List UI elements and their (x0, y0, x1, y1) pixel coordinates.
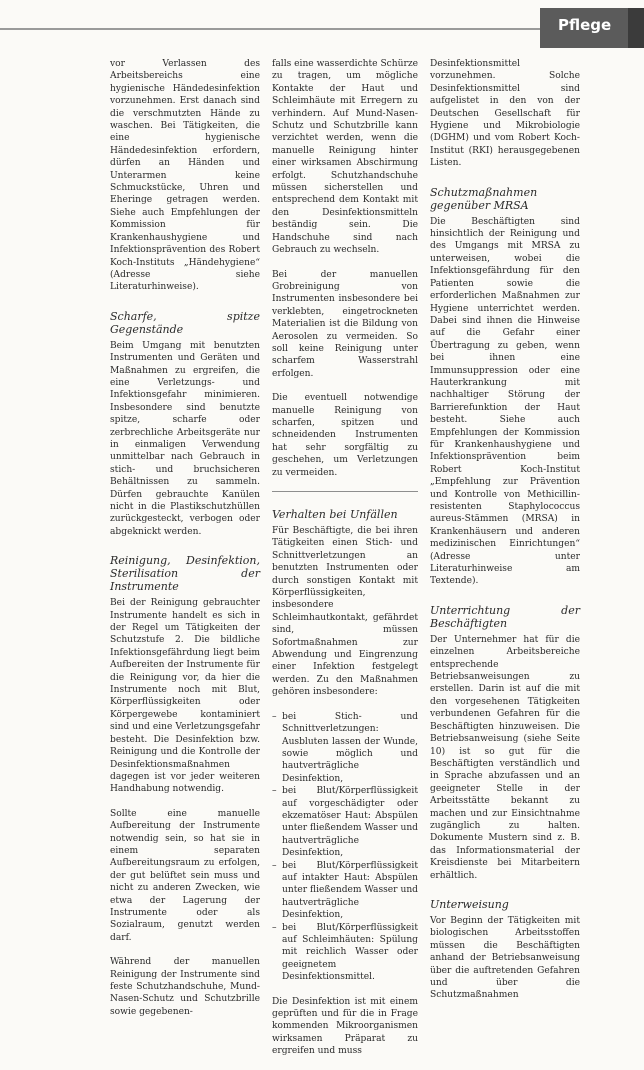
list-item: – bei Blut/Körperflüssigkeit auf intakter Haut: Abspülen unter fließendem Wasser und hautverträgliche Desinfektion, (272, 860, 418, 922)
paragraph: Während der manuellen Reinigung der Instrumente sind feste Schutzhandschuhe, Mund-Nasen-Schutz und Schutzbrille sowie gegebenen- (110, 957, 260, 1017)
subheading: Unterrichtung der Beschäftigten (430, 603, 580, 630)
measures-list (272, 711, 418, 984)
list-item: – bei Blut/Körperflüssigkeit auf vorgeschädigter oder ekzematöser Haut: Abspülen unter fließendem Wasser und hautverträgliche Desinfektion, (272, 785, 418, 859)
paragraph: Sollte eine manuelle Aufbereitung der Instrumente notwendig sein, so hat sie in einem separaten Aufbereitungsraum zu erfolgen, der gut belüftet sein muss und nicht zu anderen Zwecken, wie etwa der Lagerung der Instrumente oder als Sozialraum, genutzt werden darf. (110, 808, 260, 943)
column-2 (272, 58, 418, 1070)
subheading: Unterweisung (430, 897, 509, 911)
paragraph: vor Verlassen des Arbeitsbereichs eine hygienische Händedesinfektion vorzunehmen. Erst danach sind die verschmutzten Hände zu waschen. Bei Tätigkeiten, die eine hygienische Händedesinfektion erfordern, dürfen an Händen und Unterarmen keine Schmuckstücke, Uhren und Eheringe getragen werden. Siehe auch Empfehlungen der Kommission für Krankenhaushygiene und Infektionsprävention des Robert Koch-Instituts „Händehygiene“ (Adresse siehe Literaturhinweise). (110, 59, 260, 293)
paragraph: Die eventuell notwendige manuelle Reinigung von scharfen, spitzen und schneidenden Instrumenten hat sehr sorgfältig zu geschehen, um Verletzungen zu vermeiden. (272, 393, 418, 478)
list-item: – bei Stich- und Schnittverletzungen: Ausbluten lassen der Wunde, sowie möglich und hautverträgliche Desinfektion, (272, 711, 418, 785)
divider (272, 491, 418, 492)
subheading: Verhalten bei Unfällen (272, 508, 398, 521)
paragraph: Die Desinfektion ist mit einem geprüften und für die in Frage kommenden Mikroorganismen wirksamen Präparat zu ergreifen und muss (272, 996, 418, 1057)
list-item: – bei Blut/Körperflüssigkeit auf Schleimhäuten: Spülung mit reichlich Wasser oder geeignetem Desinfektionsmittel. (272, 922, 418, 984)
tab-edge (628, 8, 644, 48)
column-1 (110, 58, 260, 1030)
paragraph: falls eine wasserdichte Schürze zu tragen, um mögliche Kontakte der Haut und Schleimhäute mit Erregern zu verhindern. Auf Mund-Nasen-Schutz und Schutzbrille kann verzichtet werden, wenn die manuelle Reinigung hinter einer wirksamen Abschirmung erfolgt. Schutzhandschuhe müssen sicherstellen und entsprechend dem Kontakt mit den Desinfektionsmitteln beständig sein. Die Handschuhe sind nach Gebrauch zu wechseln. (272, 59, 419, 256)
paragraph: Beim Umgang mit benutzten Instrumenten und Geräten und Maßnahmen zu ergreifen, die eine Verletzungs- und Infektionsgefahr minimieren. Insbesondere sind benutzte spitze, scharfe oder zerbrechliche Arbeitsgeräte nur in einmaligen Verwendung unmittelbar nach Gebrauch in stich- und bruchsicheren Behältnissen zu sammeln. Dürfen gebrauchte Kanülen nicht in die Plastikschutzhüllen zurückgesteckt, verbogen oder abgeknickt werden. (110, 340, 260, 537)
header-rule (0, 28, 540, 30)
section-tab (540, 8, 644, 48)
paragraph: Bei der Reinigung gebrauchter Instrumente handelt es sich in der Regel um Tätigkeiten der Schutzstufe 2. Die bildliche Infektionsgefährdung liegt beim Aufbereiten der Instrumente für die Reinigung vor, da hier die Instrumente noch mit Blut, Körperflüssigkeiten oder Körpergewebe kontaminiert sind und eine Verletzungsgefahr besteht. Die Desinfektion bzw. Reinigung und die Kontrolle der Desinfektionsmaßnahmen dagegen ist vor jeder weiteren Handhabung notwendig. (110, 598, 260, 795)
paragraph: Für Beschäftigte, die bei ihren Tätigkeiten einen Stich- und Schnittverletzungen an benutzten Instrumenten oder durch sonstigen Kontakt mit Körperflüssigkeiten, insbesondere Schleimhautkontakt, gefährdet sind, müssen Sofortmaßnahmen zur Abwendung und Eingrenzung einer Infektion festgelegt werden. Zu den Maßnahmen gehören insbesondere: (272, 526, 418, 698)
section-title: Pflege (558, 16, 612, 34)
subheading: Scharfe, spitze Gegenstände (110, 309, 260, 336)
paragraph: Desinfektionsmittel vorzunehmen. Solche Desinfektionsmittel sind aufgelistet in den von der Deutschen Gesellschaft für Hygiene und Mikrobiologie (DGHM) und vom Robert Koch-Institut (RKI) herausgegebenen Listen. (430, 59, 580, 169)
paragraph: Der Unternehmer hat für die einzelnen Arbeitsbereiche entsprechende Betriebsanweisungen zu erstellen. Darin ist auf die mit den vorgesehenen Tätigkeiten verbundenen Gefahren für die Beschäftigten hinzuweisen. Die Betriebsanweisung (siehe Seite 10) ist so gut für die Beschäftigten verständlich und in Sprache abzufassen und an geeigneter Stelle in der Arbeitsstätte bekannt zu machen und zur Einsichtnahme zugänglich zu halten. Dokumente Mustern sind z. B. das Informationsmaterial der Kreisdienste bei Mitarbeitern erhältlich. (430, 634, 580, 881)
column-3 (430, 58, 580, 1014)
paragraph: Die Beschäftigten sind hinsichtlich der Reinigung und des Umgangs mit MRSA zu unterweisen, wobei die Infektionsgefährdung für den Patienten sowie die erforderlichen Maßnahmen zur Hygiene unterrichtet werden. Dabei sind ihnen die Hinweise auf die Gefahr einer Übertragung zu geben, wenn bei ihnen eine Immunsuppression oder eine Hauterkrankung mit nachhaltiger Störung der Barrierefunktion der Haut besteht. Siehe auch Empfehlungen der Kommission für Krankenhaushygiene und Infektionsprävention beim Robert Koch-Institut „Empfehlung zur Prävention und Kontrolle von Methicillin-resistenten Staphylococcus aureus-Stämmen (MRSA) in Krankenhäusern und anderen medizinischen Einrichtungen“ (Adresse unter Literaturhinweise am Textende). (430, 216, 580, 587)
subheading: Schutzmaßnahmen gegenüber MRSA (430, 185, 538, 212)
paragraph: Bei der manuellen Grobreinigung von Instrumenten insbesondere bei verklebten, eingetrockneten Materialien ist die Bildung von Aerosolen zu vermeiden. So soll keine Reinigung unter scharfem Wasserstrahl erfolgen. (272, 269, 418, 379)
subheading: Reinigung, Desinfektion, Sterilisation der Instrumente (110, 554, 260, 594)
paragraph: Vor Beginn der Tätigkeiten mit biologischen Arbeitsstoffen müssen die Beschäftigten anhand der Betriebsanweisung über die auftretenden Gefahren und über die Schutzmaßnahmen (430, 915, 580, 1001)
